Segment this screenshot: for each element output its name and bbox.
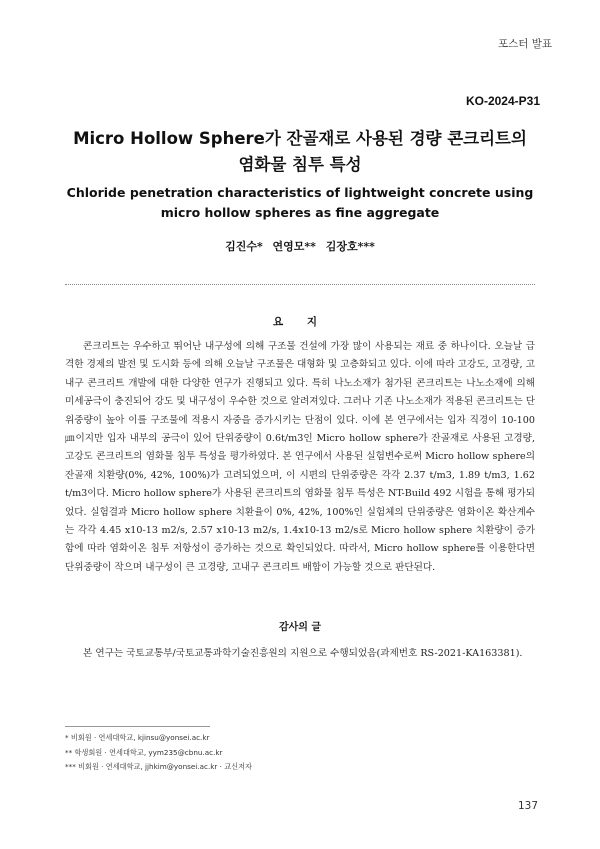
title-korean-line-2: 염화물 침투 특성 [238, 155, 362, 174]
title-korean-line-1: Micro Hollow Sphere가 잔골재로 사용된 경량 콘크리트의 [73, 129, 527, 148]
footnote-author-1: * 비회원 · 연세대학교, kjinsu@yonsei.ac.kr [65, 733, 210, 742]
abstract-heading: 요 지 [273, 316, 327, 328]
title-english [40, 183, 560, 223]
title-english-line-2: micro hollow spheres as fine aggregate [160, 205, 440, 220]
paper-code: KO-2024-P31 [465, 94, 540, 108]
dotted-divider [65, 284, 535, 285]
author-list: 김진수* 연영모** 김장호*** [225, 240, 375, 253]
footnotes [65, 731, 365, 775]
section-label: 포스터 발표 [497, 38, 552, 50]
acknowledgment-heading: 감사의 글 [278, 622, 322, 633]
footnote-rule [65, 726, 210, 727]
title-korean [40, 126, 560, 178]
footnote-author-3: *** 비회원 · 연세대학교, jjhkim@yonsei.ac.kr · 교신저자 [65, 762, 252, 771]
title-english-line-1: Chloride penetration characteristics of lightweight concrete using [66, 185, 534, 200]
footnote-author-2: ** 학생회원 · 연세대학교, yym235@cbnu.ac.kr [65, 747, 223, 757]
page-number: 137 [517, 800, 538, 812]
abstract-body: 콘크리트는 우수하고 뛰어난 내구성에 의해 구조물 건설에 가장 많이 사용되는 재료 중 하나이다. 오늘날 급격한 경제의 발전 및 도시화 등에 의해 오늘날 구조물은 대형화 및 고층화되고 있다. 이에 따라 고강도, 고경량, 고내구 콘크리트 개발에 대한 다양한 연구가 진행되고 있다. 특히 나노소재가 첨가된 콘크리트는 나노소재에 의해 미세공극이 충진되어 강도 및 내구성이 우수한 것으로 알려져있다. 그러나 기존 나노소재가 적용된 콘크리트는 단위중량이 높아 이를 구조물에 적용시 자중을 증가시키는 단점이 있다. 이에 본 연구에서는 입자 직경이 10-100 ㎛이지만 입자 내부의 공극이 있어 단위중량이 0.6t/m3인 Micro hollow sphere가 잔골재로 사용된 고경량, 고강도 콘크리트의 염화물 침투 특성을 평가하였다. 본 연구에서 사용된 실험변수로써 Micro hollow sphere의 잔골재 치환량(0%, 42%, 100%)가 고려되었으며, 이 시편의 단위중량은 각각 2.37 t/m3, 1.89 t/m3, 1.62 t/m3이다. Micro hollow sphere가 사용된 콘크리트의 염화물 침투 특성은 NT-Build 492 시험을 통해 평가되었다. 실험결과 Micro hollow sphere 치환율이 0%, 42%, 100%인 실험체의 단위중량은 염화이온 확산계수는 각각 4.45 x10-13 m2/s, 2.57 x10-13 m2/s, 1.4x10-13 m2/s로 Micro hollow sphere 치환량이 증가함에 따라 염화이온 침투 저항성이 증가하는 것으로 확인되었다. 따라서, Micro hollow sphere를 이용한다면 단위중량이 작으며 내구성이 큰 고경량, 고내구 콘크리트 배합이 가능할 것으로 판단된다. [65, 341, 535, 573]
acknowledgment-body: 본 연구는 국토교통부/국토교통과학기술진흥원의 지원으로 수행되었음(과제번호 RS-2021-KA163381). [83, 648, 523, 659]
